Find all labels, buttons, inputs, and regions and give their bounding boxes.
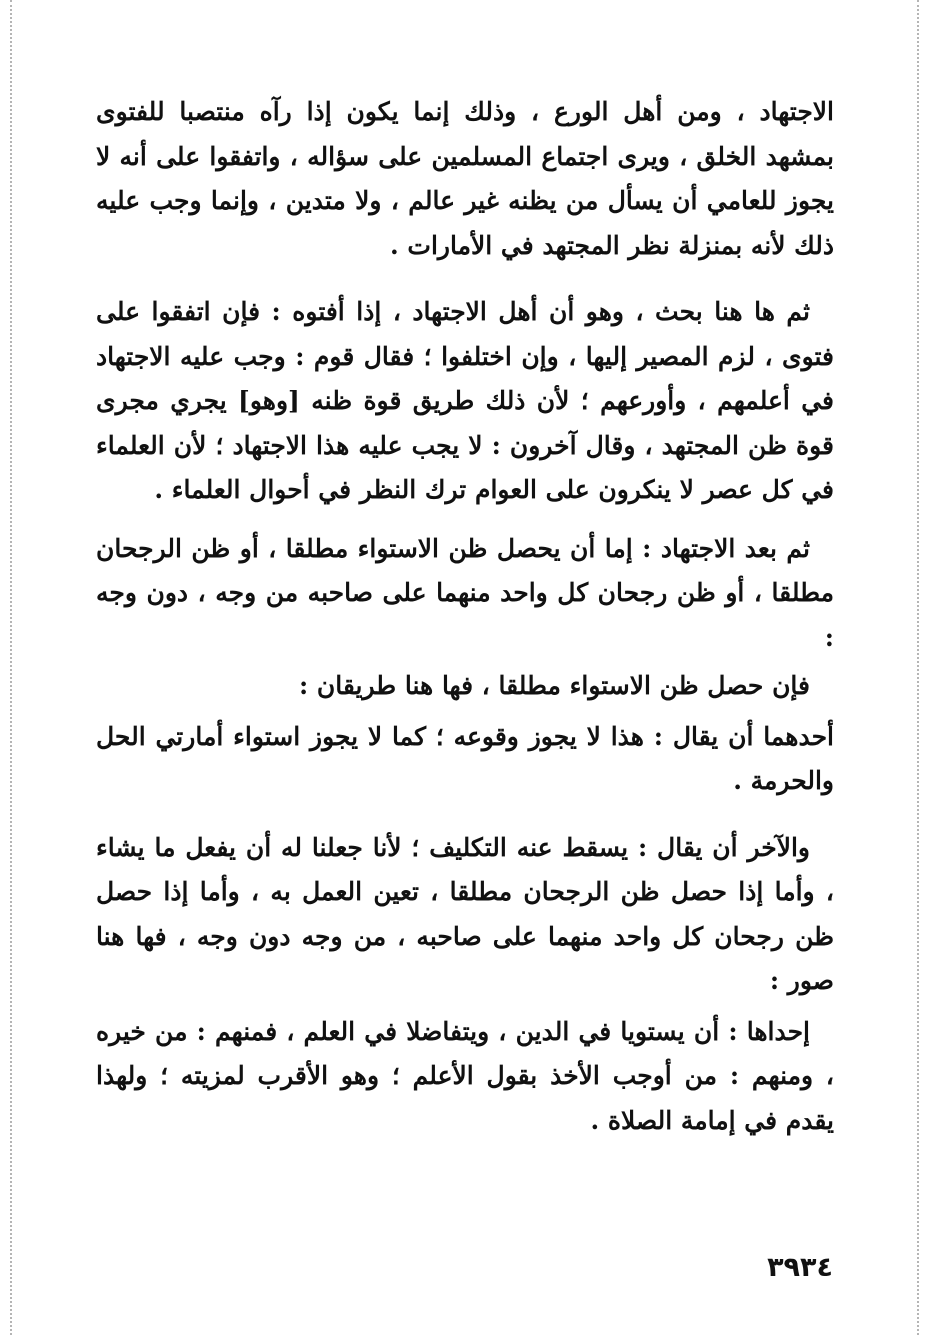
paragraph-1: الاجتهاد ، ومن أهل الورع ، وذلك إنما يكون إذا رآه منتصبا للفتوى بمشهد الخلق ، ويرى اجتماع المسلمين على سؤاله ، واتفقوا على أنه لا يجوز للعامي أن يسأل من يظنه غير عالم ، ولا متدين ، وإنما وجب عليه ذلك لأنه بمنزلة نظر المجتهد في الأمارات . bbox=[96, 97, 834, 260]
page-number: ٣٩٣٤ bbox=[767, 1252, 833, 1283]
paragraph-5: أحدهما أن يقال : هذا لا يجوز وقوعه ؛ كما لا يجوز استواء أمارتي الحل والحرمة . bbox=[96, 721, 834, 795]
paragraph-3: ثم بعد الاجتهاد : إما أن يحصل ظن الاستواء مطلقا ، أو ظن الرجحان مطلقا ، أو ظن رجحان كل واحد منهما على صاحبه من وجه ، دون وجه : bbox=[96, 533, 834, 652]
paragraph-4: فإن حصل ظن الاستواء مطلقا ، فها هنا طريقان : bbox=[298, 671, 810, 700]
paragraph-6: والآخر أن يقال : يسقط عنه التكليف ؛ لأنا جعلنا له أن يفعل ما يشاء ، وأما إذا حصل ظن الرجحان مطلقا ، تعين العمل به ، وأما إذا حصل ظن رجحان كل واحد منهما على صاحبه ، من وجه دون وجه ، فها هنا صور : bbox=[96, 832, 834, 995]
body-text bbox=[96, 90, 834, 1143]
right-dotted-margin-line bbox=[917, 0, 919, 1335]
paragraph-7: إحداها : أن يستويا في الدين ، ويتفاضلا في العلم ، فمنهم : من خيره ، ومنهم : من أوجب الأخذ بقول الأعلم ؛ وهو الأقرب لمزيته ؛ ولهذا يقدم في إمامة الصلاة . bbox=[96, 1016, 834, 1135]
paragraph-2: ثم ها هنا بحث ، وهو أن أهل الاجتهاد ، إذا أفتوه : فإن اتفقوا على فتوى ، لزم المصير إليها ، وإن اختلفوا ؛ فقال قوم : وجب عليه الاجتهاد في أعلمهم ، وأورعهم ؛ لأن ذلك طريق قوة ظنه [وهو] يجري مجرى قوة ظن المجتهد ، وقال آخرون : لا يجب عليه هذا الاجتهاد ؛ لأن العلماء في كل عصر لا ينكرون على العوام ترك النظر في أحوال العلماء . bbox=[96, 297, 834, 504]
left-dotted-margin-line bbox=[10, 0, 12, 1335]
